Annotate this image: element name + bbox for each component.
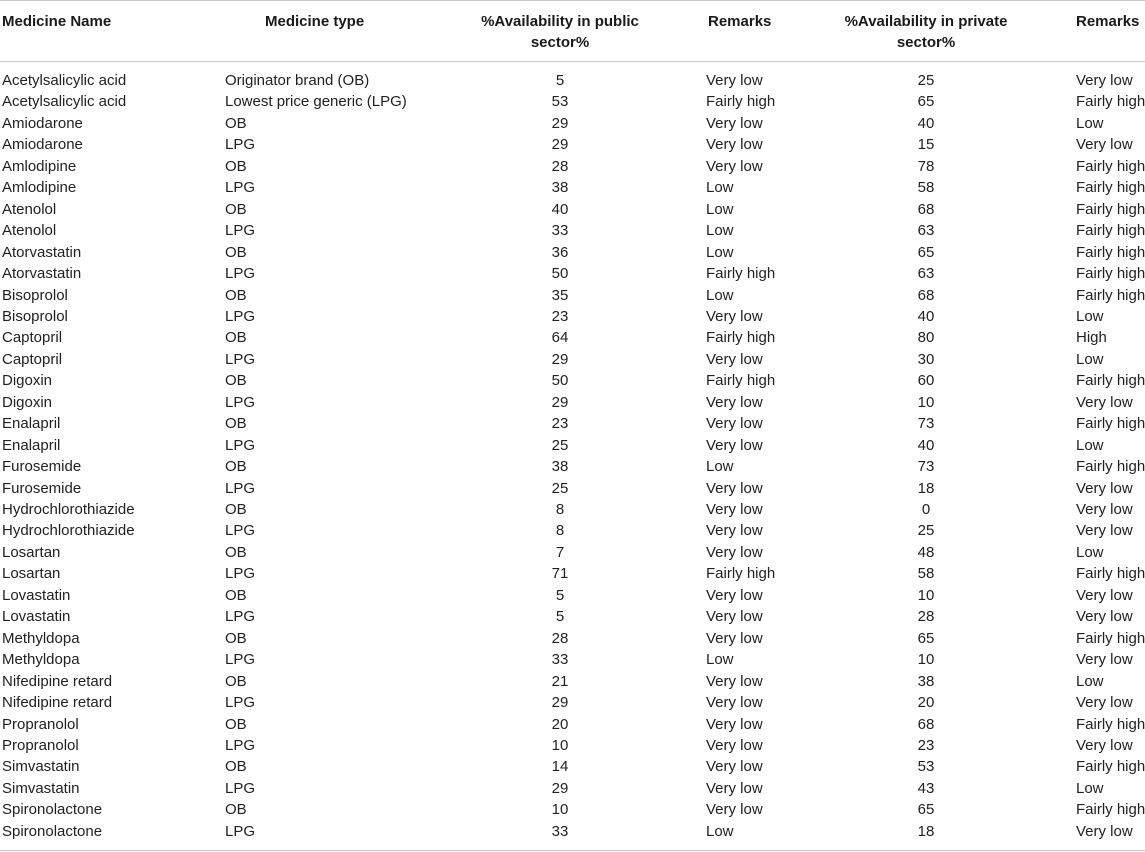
cell-medicine-name: Amiodarone: [2, 136, 83, 154]
table-row: [0, 263, 1145, 284]
cell-remarks-private: Fairly high: [1076, 222, 1145, 240]
cell-medicine-name: Simvastatin: [2, 779, 80, 797]
cell-public-availability: 53: [551, 93, 569, 111]
cell-public-availability: 5: [555, 72, 565, 89]
cell-medicine-name: Atorvastatin: [2, 265, 82, 283]
cell-medicine-type: LPG: [225, 522, 256, 540]
cell-private-availability: 0: [921, 501, 931, 518]
cell-remarks-private: Low: [1076, 436, 1104, 454]
cell-private-availability: 73: [917, 458, 935, 476]
header-medicine-name: Medicine Name: [2, 13, 112, 30]
header-rule: [0, 61, 1145, 62]
cell-private-availability: 10: [917, 651, 935, 669]
cell-private-availability: 10: [917, 586, 935, 604]
table-row: [0, 285, 1145, 306]
cell-public-availability: 10: [551, 801, 569, 819]
cell-private-availability: 68: [917, 715, 935, 733]
cell-medicine-name: Methyldopa: [2, 629, 80, 647]
cell-remarks-private: Low: [1076, 543, 1104, 561]
cell-public-availability: 25: [551, 479, 569, 497]
cell-public-availability: 7: [555, 543, 565, 561]
cell-remarks-private: Fairly high: [1076, 629, 1145, 647]
cell-remarks-public: Low: [706, 179, 734, 197]
cell-public-availability: 64: [551, 329, 569, 347]
cell-remarks-public: Very low: [706, 114, 763, 132]
cell-remarks-private: Very low: [1076, 586, 1133, 604]
cell-medicine-type: LPG: [225, 179, 256, 197]
table-row: [0, 113, 1145, 134]
cell-medicine-name: Hydrochlorothiazide: [2, 522, 135, 540]
cell-medicine-name: Furosemide: [2, 479, 82, 497]
cell-medicine-type: LPG: [225, 479, 256, 497]
cell-private-availability: 40: [917, 307, 935, 325]
table-row: [0, 671, 1145, 692]
cell-remarks-private: Very low: [1076, 651, 1133, 669]
table-row: [0, 349, 1145, 370]
cell-medicine-type: LPG: [225, 436, 256, 454]
cell-remarks-public: Fairly high: [706, 372, 776, 390]
cell-medicine-name: Enalapril: [2, 415, 61, 433]
table-row: [0, 649, 1145, 670]
cell-private-availability: 10: [917, 393, 935, 411]
cell-medicine-type: OB: [225, 543, 247, 561]
cell-medicine-type: LPG: [225, 651, 256, 669]
cell-medicine-type: LPG: [225, 565, 256, 583]
cell-public-availability: 33: [551, 651, 569, 669]
cell-remarks-private: Fairly high: [1076, 372, 1145, 390]
cell-private-availability: 68: [917, 200, 935, 218]
table-row: [0, 435, 1145, 456]
table-row: [0, 606, 1145, 627]
cell-remarks-public: Very low: [706, 779, 763, 797]
table-row: [0, 499, 1145, 520]
cell-public-availability: 28: [551, 157, 569, 175]
cell-medicine-name: Methyldopa: [2, 651, 80, 669]
cell-medicine-type: OB: [225, 715, 247, 733]
cell-public-availability: 33: [551, 822, 569, 840]
cell-public-availability: 29: [551, 393, 569, 411]
cell-medicine-name: Enalapril: [2, 436, 61, 454]
cell-remarks-private: High: [1076, 329, 1107, 347]
cell-private-availability: 63: [917, 265, 935, 283]
cell-private-availability: 58: [917, 565, 935, 583]
table-row: [0, 91, 1145, 112]
cell-medicine-type: LPG: [225, 779, 256, 797]
cell-medicine-name: Furosemide: [2, 458, 82, 476]
cell-medicine-name: Atenolol: [2, 222, 57, 240]
cell-remarks-public: Fairly high: [706, 265, 776, 283]
cell-remarks-private: Low: [1076, 307, 1104, 325]
table-row: [0, 585, 1145, 606]
cell-medicine-type: OB: [225, 629, 247, 647]
cell-private-availability: 63: [917, 222, 935, 240]
cell-medicine-name: Propranolol: [2, 736, 79, 754]
cell-private-availability: 60: [917, 372, 935, 390]
cell-remarks-public: Low: [706, 286, 734, 304]
cell-medicine-type: OB: [225, 758, 247, 776]
cell-medicine-type: OB: [225, 329, 247, 347]
cell-medicine-type: LPG: [225, 350, 256, 368]
cell-remarks-public: Very low: [706, 672, 763, 690]
cell-medicine-type: Lowest price generic (LPG): [225, 93, 407, 111]
cell-medicine-type: LPG: [225, 222, 256, 240]
table-row: [0, 156, 1145, 177]
cell-remarks-public: Very low: [706, 758, 763, 776]
cell-private-availability: 18: [917, 822, 935, 840]
cell-public-availability: 71: [551, 565, 569, 583]
table-row: [0, 199, 1145, 220]
cell-medicine-type: OB: [225, 286, 247, 304]
cell-remarks-private: Very low: [1076, 522, 1133, 540]
cell-public-availability: 36: [551, 243, 569, 261]
cell-medicine-type: OB: [225, 114, 247, 132]
cell-remarks-private: Very low: [1076, 694, 1133, 712]
table-row: [0, 778, 1145, 799]
table-row: [0, 563, 1145, 584]
cell-private-availability: 53: [917, 758, 935, 776]
header-remarks-private: Remarks: [1076, 13, 1140, 30]
header-public-availability: %Availability in public sector%: [481, 13, 639, 51]
cell-private-availability: 80: [917, 329, 935, 347]
table-row: [0, 220, 1145, 241]
cell-remarks-private: Fairly high: [1076, 801, 1145, 819]
cell-medicine-type: LPG: [225, 307, 256, 325]
cell-medicine-name: Lovastatin: [2, 586, 71, 604]
cell-public-availability: 29: [551, 694, 569, 712]
cell-medicine-type: Originator brand (OB): [225, 72, 370, 89]
cell-medicine-name: Propranolol: [2, 715, 79, 733]
cell-remarks-public: Very low: [706, 801, 763, 819]
table-row: [0, 134, 1145, 155]
cell-remarks-private: Very low: [1076, 479, 1133, 497]
cell-public-availability: 10: [551, 736, 569, 754]
table-row: [0, 735, 1145, 756]
table-row: [0, 520, 1145, 541]
bottom-rule: [0, 850, 1145, 851]
cell-medicine-name: Nifedipine retard: [2, 672, 113, 690]
cell-medicine-name: Digoxin: [2, 372, 53, 390]
cell-remarks-private: Fairly high: [1076, 179, 1145, 197]
cell-public-availability: 29: [551, 779, 569, 797]
cell-remarks-public: Very low: [706, 501, 763, 518]
cell-private-availability: 18: [917, 479, 935, 497]
table-row: [0, 821, 1145, 842]
cell-public-availability: 20: [551, 715, 569, 733]
cell-public-availability: 38: [551, 458, 569, 476]
cell-remarks-public: Very low: [706, 543, 763, 561]
cell-remarks-private: Fairly high: [1076, 200, 1145, 218]
cell-public-availability: 21: [551, 672, 569, 690]
cell-remarks-public: Very low: [706, 350, 763, 368]
table-row: [0, 392, 1145, 413]
table-row: [0, 370, 1145, 391]
cell-medicine-type: OB: [225, 672, 247, 690]
table-row: [0, 692, 1145, 713]
cell-remarks-public: Very low: [706, 72, 763, 89]
cell-medicine-type: OB: [225, 243, 247, 261]
table-row: [0, 242, 1145, 263]
cell-medicine-name: Atenolol: [2, 200, 57, 218]
cell-remarks-public: Fairly high: [706, 93, 776, 111]
cell-private-availability: 28: [917, 608, 935, 626]
table-row: [0, 756, 1145, 777]
cell-remarks-private: Fairly high: [1076, 243, 1145, 261]
cell-remarks-public: Very low: [706, 715, 763, 733]
cell-remarks-public: Low: [706, 651, 734, 669]
cell-remarks-private: Very low: [1076, 608, 1133, 626]
cell-medicine-type: OB: [225, 415, 247, 433]
cell-private-availability: 58: [917, 179, 935, 197]
cell-private-availability: 25: [917, 522, 935, 540]
cell-medicine-name: Amiodarone: [2, 114, 83, 132]
cell-remarks-private: Fairly high: [1076, 715, 1145, 733]
cell-public-availability: 38: [551, 179, 569, 197]
cell-medicine-type: OB: [225, 586, 247, 604]
cell-remarks-private: Fairly high: [1076, 93, 1145, 111]
cell-remarks-private: Low: [1076, 672, 1104, 690]
cell-remarks-private: Low: [1076, 350, 1104, 368]
table-row: [0, 327, 1145, 348]
cell-public-availability: 23: [551, 415, 569, 433]
cell-medicine-name: Captopril: [2, 329, 63, 347]
cell-remarks-private: Very low: [1076, 736, 1133, 754]
cell-remarks-public: Very low: [706, 136, 763, 154]
top-rule: [0, 0, 1145, 1]
cell-remarks-private: Fairly high: [1076, 286, 1145, 304]
cell-remarks-private: Very low: [1076, 72, 1133, 89]
cell-medicine-type: OB: [225, 200, 247, 218]
cell-public-availability: 8: [555, 501, 565, 518]
cell-medicine-type: LPG: [225, 822, 256, 840]
cell-medicine-type: OB: [225, 801, 247, 819]
cell-remarks-private: Fairly high: [1076, 565, 1145, 583]
cell-medicine-name: Spironolactone: [2, 822, 103, 840]
cell-public-availability: 5: [555, 586, 565, 604]
cell-medicine-name: Lovastatin: [2, 608, 71, 626]
table-row: [0, 799, 1145, 820]
table-row: [0, 542, 1145, 563]
cell-public-availability: 33: [551, 222, 569, 240]
cell-medicine-name: Spironolactone: [2, 801, 103, 819]
cell-remarks-private: Very low: [1076, 393, 1133, 411]
cell-private-availability: 30: [917, 350, 935, 368]
cell-remarks-public: Very low: [706, 586, 763, 604]
cell-public-availability: 5: [555, 608, 565, 626]
cell-medicine-type: LPG: [225, 136, 256, 154]
cell-remarks-private: Fairly high: [1076, 157, 1145, 175]
header-medicine-type: Medicine type: [265, 13, 365, 30]
cell-remarks-public: Low: [706, 200, 734, 218]
cell-remarks-private: Fairly high: [1076, 458, 1145, 476]
cell-remarks-public: Very low: [706, 415, 763, 433]
cell-medicine-type: LPG: [225, 265, 256, 283]
cell-medicine-type: OB: [225, 458, 247, 476]
cell-medicine-name: Bisoprolol: [2, 286, 68, 304]
cell-remarks-private: Very low: [1076, 822, 1133, 840]
table-row: [0, 456, 1145, 477]
table-row: [0, 413, 1145, 434]
cell-remarks-public: Very low: [706, 629, 763, 647]
cell-private-availability: 65: [917, 93, 935, 111]
cell-remarks-private: Fairly high: [1076, 265, 1145, 283]
cell-private-availability: 73: [917, 415, 935, 433]
header-remarks-public: Remarks: [708, 13, 772, 30]
cell-remarks-public: Low: [706, 222, 734, 240]
cell-medicine-name: Bisoprolol: [2, 307, 68, 325]
cell-private-availability: 25: [917, 72, 935, 89]
cell-remarks-public: Fairly high: [706, 565, 776, 583]
cell-private-availability: 40: [917, 114, 935, 132]
cell-medicine-name: Nifedipine retard: [2, 694, 113, 712]
cell-private-availability: 65: [917, 243, 935, 261]
cell-medicine-name: Hydrochlorothiazide: [2, 501, 135, 518]
cell-private-availability: 65: [917, 629, 935, 647]
cell-private-availability: 40: [917, 436, 935, 454]
cell-medicine-name: Acetylsalicylic acid: [2, 72, 127, 89]
cell-medicine-name: Digoxin: [2, 393, 53, 411]
cell-medicine-name: Simvastatin: [2, 758, 80, 776]
table-row: [0, 177, 1145, 198]
cell-medicine-type: OB: [225, 157, 247, 175]
cell-remarks-public: Very low: [706, 479, 763, 497]
cell-remarks-public: Very low: [706, 157, 763, 175]
cell-remarks-public: Very low: [706, 736, 763, 754]
cell-public-availability: 29: [551, 136, 569, 154]
cell-public-availability: 50: [551, 265, 569, 283]
cell-private-availability: 15: [917, 136, 935, 154]
cell-medicine-name: Losartan: [2, 565, 61, 583]
cell-medicine-name: Losartan: [2, 543, 61, 561]
cell-medicine-name: Amlodipine: [2, 157, 77, 175]
cell-medicine-name: Acetylsalicylic acid: [2, 93, 127, 111]
cell-private-availability: 65: [917, 801, 935, 819]
cell-remarks-public: Low: [706, 458, 734, 476]
cell-private-availability: 78: [917, 157, 935, 175]
cell-public-availability: 28: [551, 629, 569, 647]
cell-remarks-private: Fairly high: [1076, 415, 1145, 433]
cell-medicine-name: Amlodipine: [2, 179, 77, 197]
cell-remarks-public: Very low: [706, 522, 763, 540]
cell-medicine-name: Captopril: [2, 350, 63, 368]
cell-remarks-public: Low: [706, 822, 734, 840]
cell-public-availability: 8: [555, 522, 565, 540]
cell-remarks-public: Very low: [706, 393, 763, 411]
table-row: [0, 306, 1145, 327]
cell-remarks-public: Very low: [706, 608, 763, 626]
cell-public-availability: 50: [551, 372, 569, 390]
cell-remarks-public: Very low: [706, 436, 763, 454]
cell-medicine-type: OB: [225, 372, 247, 390]
cell-remarks-private: Very low: [1076, 136, 1133, 154]
table-row: [0, 478, 1145, 499]
cell-remarks-private: Fairly high: [1076, 758, 1145, 776]
table-row: [0, 714, 1145, 735]
cell-public-availability: 23: [551, 307, 569, 325]
cell-remarks-private: Very low: [1076, 501, 1133, 518]
cell-public-availability: 29: [551, 114, 569, 132]
cell-private-availability: 68: [917, 286, 935, 304]
cell-private-availability: 20: [917, 694, 935, 712]
cell-remarks-private: Low: [1076, 114, 1104, 132]
cell-public-availability: 25: [551, 436, 569, 454]
cell-public-availability: 35: [551, 286, 569, 304]
cell-private-availability: 43: [917, 779, 935, 797]
cell-public-availability: 29: [551, 350, 569, 368]
cell-medicine-type: OB: [225, 501, 247, 518]
cell-remarks-public: Fairly high: [706, 329, 776, 347]
cell-medicine-type: LPG: [225, 393, 256, 411]
cell-medicine-type: LPG: [225, 736, 256, 754]
cell-private-availability: 23: [917, 736, 935, 754]
cell-private-availability: 38: [917, 672, 935, 690]
cell-remarks-public: Low: [706, 243, 734, 261]
cell-medicine-name: Atorvastatin: [2, 243, 82, 261]
cell-medicine-type: LPG: [225, 608, 256, 626]
table-row: [0, 628, 1145, 649]
cell-medicine-type: LPG: [225, 694, 256, 712]
cell-remarks-private: Low: [1076, 779, 1104, 797]
header-private-availability: %Availability in private sector%: [844, 13, 1008, 51]
cell-public-availability: 40: [551, 200, 569, 218]
table-row: [0, 70, 1145, 91]
cell-public-availability: 14: [551, 758, 569, 776]
cell-private-availability: 48: [917, 543, 935, 561]
cell-remarks-public: Very low: [706, 694, 763, 712]
cell-remarks-public: Very low: [706, 307, 763, 325]
